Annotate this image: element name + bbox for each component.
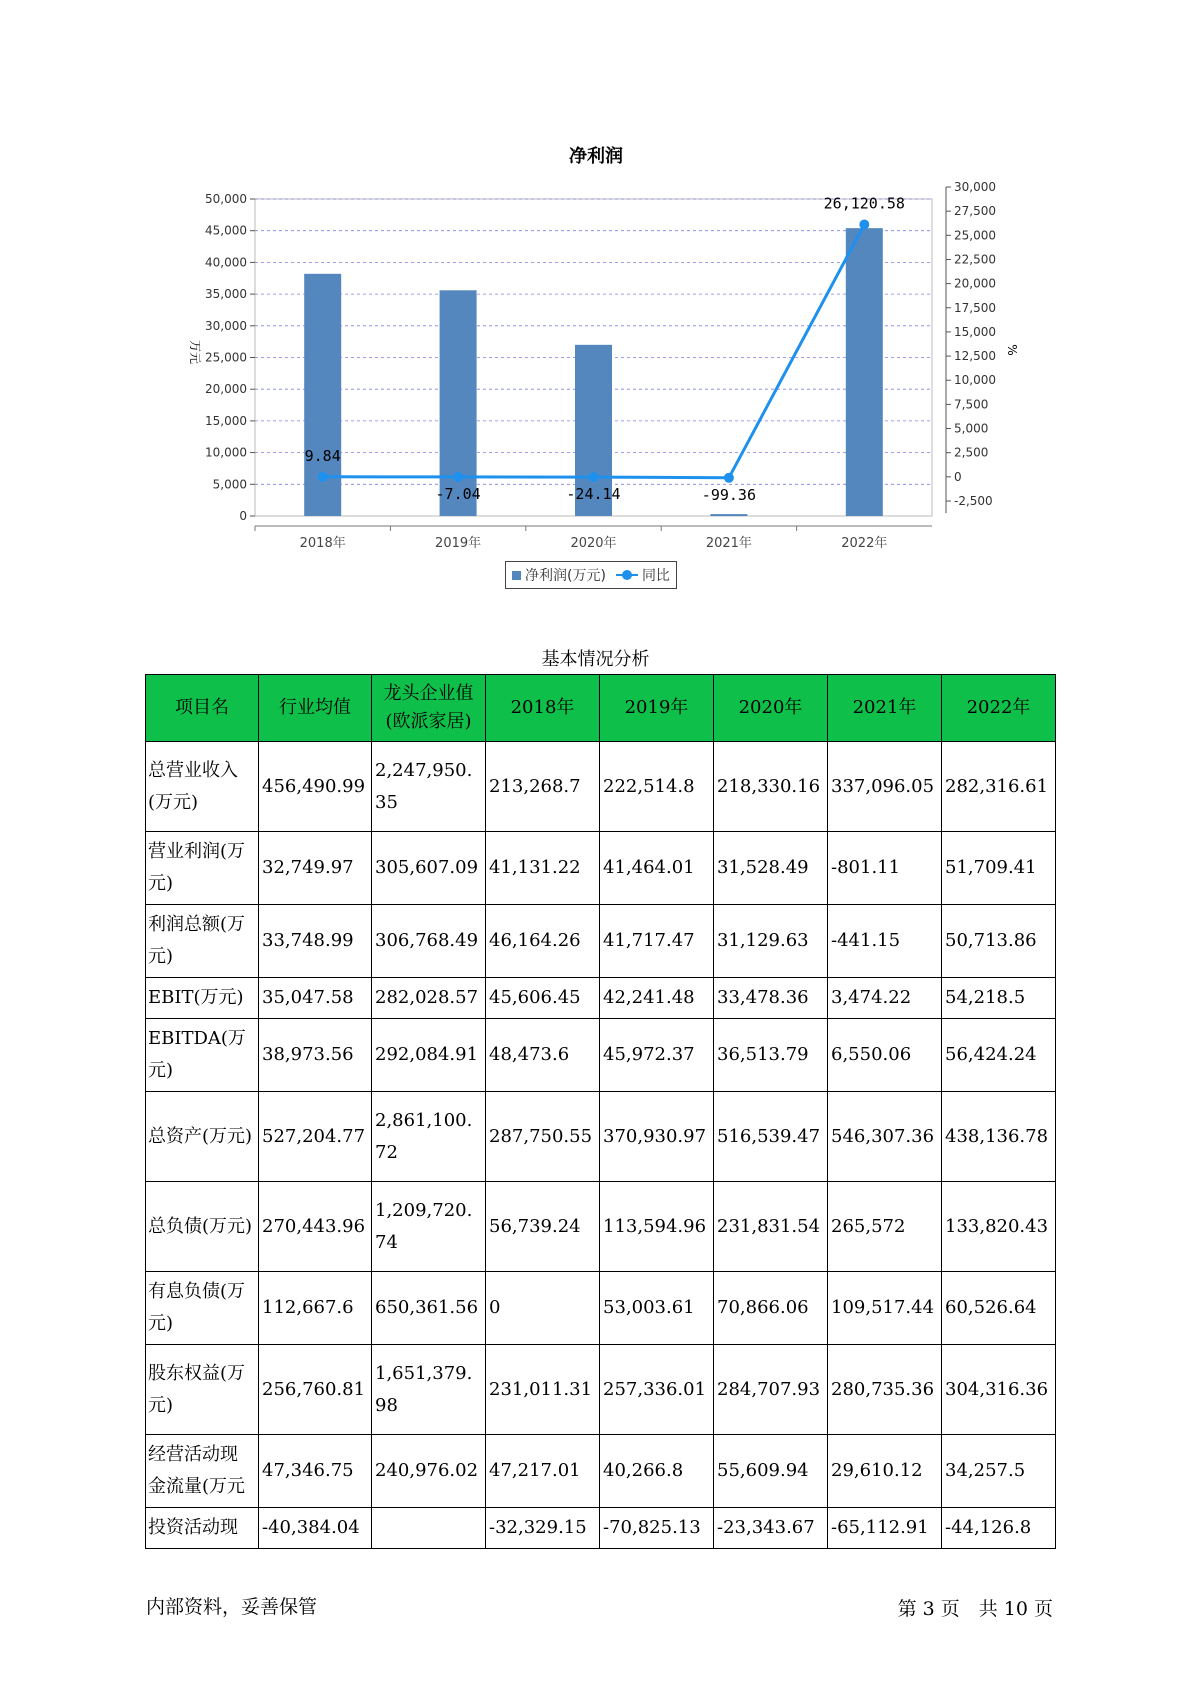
table-row (146, 832, 1056, 905)
x-tick-label: 2020年 (570, 536, 617, 551)
table-cell: 284,707.93 (714, 1345, 828, 1435)
x-tick-label: 2022年 (841, 536, 888, 551)
table-cell: 287,750.55 (486, 1092, 600, 1182)
table-cell: 370,930.97 (600, 1092, 714, 1182)
table-cell: 48,473.6 (486, 1019, 600, 1092)
table-cell: 240,976.02 (372, 1435, 486, 1508)
y2-tick-label: 7,500 (954, 397, 989, 412)
row-label-cell: 总资产(万元) (146, 1092, 259, 1182)
line-point (453, 472, 463, 482)
legend-item-bar (512, 565, 606, 585)
table-header-cell: 项目名 (146, 675, 259, 742)
row-label-cell: EBITDA(万元) (146, 1019, 259, 1092)
table-cell: 40,266.8 (600, 1435, 714, 1508)
table-row (146, 905, 1056, 978)
table-cell: 438,136.78 (942, 1092, 1056, 1182)
table-cell: 270,443.96 (259, 1182, 372, 1272)
data-label: -7.04 (435, 484, 481, 503)
line-point (724, 473, 734, 483)
bar (440, 290, 477, 516)
table-header-row (146, 675, 1056, 742)
table-cell: 6,550.06 (828, 1019, 942, 1092)
table-header-cell: 2022年 (942, 675, 1056, 742)
y2-tick-label: -2,500 (954, 494, 993, 508)
table-cell: 133,820.43 (942, 1182, 1056, 1272)
table-cell: 47,346.75 (259, 1435, 372, 1508)
table-cell: -65,112.91 (828, 1508, 942, 1549)
table-cell: 32,749.97 (259, 832, 372, 905)
row-label-cell: EBIT(万元) (146, 978, 259, 1019)
table-cell: 47,217.01 (486, 1435, 600, 1508)
table-cell: 456,490.99 (259, 742, 372, 832)
y-tick-label: 5,000 (212, 477, 247, 492)
y2-tick-label: 27,500 (954, 204, 996, 219)
table-cell: 292,084.91 (372, 1019, 486, 1092)
table-cell: 41,464.01 (600, 832, 714, 905)
table-cell: -40,384.04 (259, 1508, 372, 1549)
table-cell: 56,739.24 (486, 1182, 600, 1272)
y2-tick-label: 15,000 (954, 324, 996, 339)
chart-title: 净利润 (569, 146, 623, 167)
table-cell: 31,129.63 (714, 905, 828, 978)
bar (846, 228, 883, 516)
y2-tick-label: 17,500 (954, 300, 996, 315)
table-cell: 280,735.36 (828, 1345, 942, 1435)
y2-tick-label: 20,000 (954, 276, 996, 291)
table-header-cell: 龙头企业值(欧派家居) (372, 675, 486, 742)
table-header-cell: 2019年 (600, 675, 714, 742)
table-cell: 2,247,950.35 (372, 742, 486, 832)
table-cell: 45,606.45 (486, 978, 600, 1019)
table-cell: 60,526.64 (942, 1272, 1056, 1345)
row-label-cell: 营业利润(万元) (146, 832, 259, 905)
table-cell (372, 1508, 486, 1549)
table-cell: 33,478.36 (714, 978, 828, 1019)
legend-item-line (616, 565, 670, 585)
table-cell: 29,610.12 (828, 1435, 942, 1508)
data-label: 9.84 (304, 446, 341, 465)
table-cell: 1,651,379.98 (372, 1345, 486, 1435)
table-cell: 31,528.49 (714, 832, 828, 905)
bar (710, 514, 747, 516)
table-cell: -70,825.13 (600, 1508, 714, 1549)
table-row (146, 742, 1056, 832)
table-cell: 213,268.7 (486, 742, 600, 832)
table-cell: 282,028.57 (372, 978, 486, 1019)
table-cell: 516,539.47 (714, 1092, 828, 1182)
y2-tick-label: 5,000 (954, 421, 989, 436)
table-cell: 304,316.36 (942, 1345, 1056, 1435)
table-cell: 265,572 (828, 1182, 942, 1272)
table-cell: 46,164.26 (486, 905, 600, 978)
net-profit-chart (0, 0, 1191, 600)
table-cell: 231,831.54 (714, 1182, 828, 1272)
table-cell: 41,717.47 (600, 905, 714, 978)
y2-tick-label: 0 (954, 469, 962, 484)
table-cell: 306,768.49 (372, 905, 486, 978)
table-cell: 51,709.41 (942, 832, 1056, 905)
basic-analysis-table (145, 674, 1056, 1549)
table-cell: 3,474.22 (828, 978, 942, 1019)
row-label-cell: 经营活动现金流量(万元 (146, 1435, 259, 1508)
table-cell: 70,866.06 (714, 1272, 828, 1345)
y-tick-label: 50,000 (205, 192, 247, 206)
y-tick-label: 40,000 (205, 255, 247, 270)
y-tick-label: 45,000 (205, 223, 247, 238)
table-cell: 54,218.5 (942, 978, 1056, 1019)
table-cell: 546,307.36 (828, 1092, 942, 1182)
table-cell: 650,361.56 (372, 1272, 486, 1345)
y2-tick-label: 22,500 (954, 252, 996, 267)
table-row (146, 1182, 1056, 1272)
table-cell: -23,343.67 (714, 1508, 828, 1549)
table-row (146, 1272, 1056, 1345)
chart-legend (505, 561, 677, 589)
table-cell: 231,011.31 (486, 1345, 600, 1435)
table-cell: 50,713.86 (942, 905, 1056, 978)
line-point (589, 472, 599, 482)
x-tick-label: 2021年 (705, 536, 752, 551)
bar-swatch-icon (512, 571, 521, 580)
table-cell: 256,760.81 (259, 1345, 372, 1435)
table-cell: -441.15 (828, 905, 942, 978)
chart-canvas (0, 0, 1191, 600)
y-tick-label: 20,000 (205, 382, 247, 397)
x-tick-label: 2019年 (435, 536, 482, 551)
table-cell: 218,330.16 (714, 742, 828, 832)
table-cell: -44,126.8 (942, 1508, 1056, 1549)
table-cell: 38,973.56 (259, 1019, 372, 1092)
table-header-cell: 2020年 (714, 675, 828, 742)
table-cell: 112,667.6 (259, 1272, 372, 1345)
table-cell: 0 (486, 1272, 600, 1345)
y-tick-label: 35,000 (205, 287, 247, 302)
table-cell: 36,513.79 (714, 1019, 828, 1092)
table-cell: 45,972.37 (600, 1019, 714, 1092)
table-header-cell: 2021年 (828, 675, 942, 742)
row-label-cell: 股东权益(万元) (146, 1345, 259, 1435)
y2-axis-label: % (1005, 344, 1019, 356)
legend-line-label: 同比 (641, 568, 670, 584)
table-cell: 257,336.01 (600, 1345, 714, 1435)
legend-bar-label: 净利润(万元) (525, 568, 606, 584)
row-label-cell: 投资活动现 (146, 1508, 259, 1549)
table-row (146, 1019, 1056, 1092)
table-cell: 282,316.61 (942, 742, 1056, 832)
data-label: 26,120.58 (823, 194, 905, 213)
table-title: 基本情况分析 (541, 649, 650, 670)
table-cell: -32,329.15 (486, 1508, 600, 1549)
y2-tick-label: 12,500 (954, 349, 996, 364)
y-tick-label: 0 (239, 509, 247, 523)
line-point (318, 472, 328, 482)
footer-page-number: 第 3 页 共 10 页 (897, 1598, 1053, 1620)
table-header-cell: 行业均值 (259, 675, 372, 742)
table-row (146, 1435, 1056, 1508)
table-cell: -801.11 (828, 832, 942, 905)
footer-confidential: 内部资料，妥善保管 (146, 1596, 318, 1618)
table-cell: 337,096.05 (828, 742, 942, 832)
y-tick-label: 25,000 (205, 350, 247, 365)
table-row (146, 1345, 1056, 1435)
y-tick-label: 15,000 (205, 413, 247, 428)
table-cell: 33,748.99 (259, 905, 372, 978)
line-point (859, 219, 869, 229)
table-cell: 42,241.48 (600, 978, 714, 1019)
table-cell: 527,204.77 (259, 1092, 372, 1182)
table-cell: 2,861,100.72 (372, 1092, 486, 1182)
y2-tick-label: 10,000 (954, 373, 996, 388)
table-cell: 305,607.09 (372, 832, 486, 905)
y2-tick-label: 2,500 (954, 445, 989, 460)
row-label-cell: 总营业收入(万元) (146, 742, 259, 832)
table-row (146, 1508, 1056, 1549)
x-tick-label: 2018年 (299, 536, 346, 551)
y-tick-label: 30,000 (205, 318, 247, 333)
table-cell: 55,609.94 (714, 1435, 828, 1508)
table-cell: 34,257.5 (942, 1435, 1056, 1508)
table-row (146, 978, 1056, 1019)
table-cell: 222,514.8 (600, 742, 714, 832)
table-header-cell: 2018年 (486, 675, 600, 742)
data-label: -99.36 (701, 485, 756, 504)
table-cell: 53,003.61 (600, 1272, 714, 1345)
row-label-cell: 总负债(万元) (146, 1182, 259, 1272)
table-cell: 41,131.22 (486, 832, 600, 905)
table-cell: 1,209,720.74 (372, 1182, 486, 1272)
table-cell: 109,517.44 (828, 1272, 942, 1345)
y-tick-label: 10,000 (205, 445, 247, 460)
y-axis-label: 万元 (188, 339, 202, 365)
y2-tick-label: 25,000 (954, 228, 996, 243)
row-label-cell: 有息负债(万元) (146, 1272, 259, 1345)
row-label-cell: 利润总额(万元) (146, 905, 259, 978)
table-cell: 35,047.58 (259, 978, 372, 1019)
table-cell: 56,424.24 (942, 1019, 1056, 1092)
line-swatch-icon (616, 570, 638, 580)
table-cell: 113,594.96 (600, 1182, 714, 1272)
table-row (146, 1092, 1056, 1182)
y2-tick-label: 30,000 (954, 180, 996, 194)
data-label: -24.14 (566, 485, 621, 504)
